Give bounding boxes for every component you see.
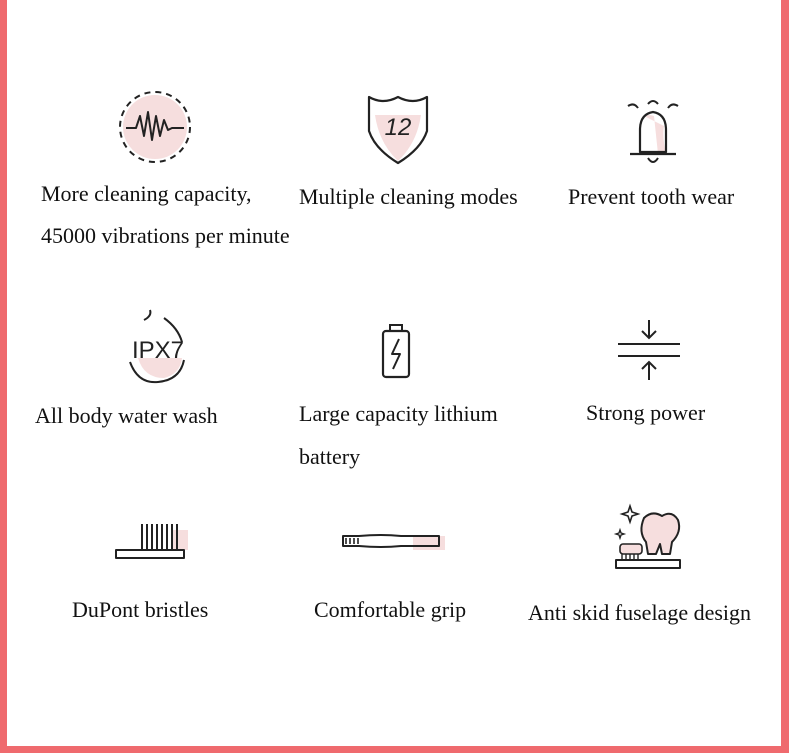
toothbrush-bristles-icon <box>114 520 190 560</box>
feature-label: battery <box>299 444 361 469</box>
shield-12-icon <box>365 93 431 165</box>
compress-arrows-icon <box>616 318 682 382</box>
feature-label: Prevent tooth wear <box>568 184 735 209</box>
feature-label: DuPont bristles <box>72 597 209 622</box>
bell-icon <box>618 96 688 168</box>
sparkling-tooth-icon <box>612 500 682 570</box>
svg-text:12: 12 <box>384 114 412 141</box>
feature-label: All body water wash <box>35 403 218 428</box>
pulse-icon <box>118 90 192 164</box>
feature-label: 45000 vibrations per minute <box>41 223 290 248</box>
svg-text:IPX7: IPX7 <box>131 337 185 364</box>
water-drop-icon <box>124 306 190 386</box>
battery-icon <box>380 323 412 381</box>
feature-label: Strong power <box>586 400 706 425</box>
toothbrush-grip-icon <box>341 528 447 554</box>
feature-label: Anti skid fuselage design <box>528 600 752 625</box>
feature-label: Multiple cleaning modes <box>299 184 518 209</box>
feature-label: Comfortable grip <box>314 597 467 622</box>
feature-label: More cleaning capacity, <box>41 181 252 206</box>
feature-label: Large capacity lithium <box>299 401 498 426</box>
